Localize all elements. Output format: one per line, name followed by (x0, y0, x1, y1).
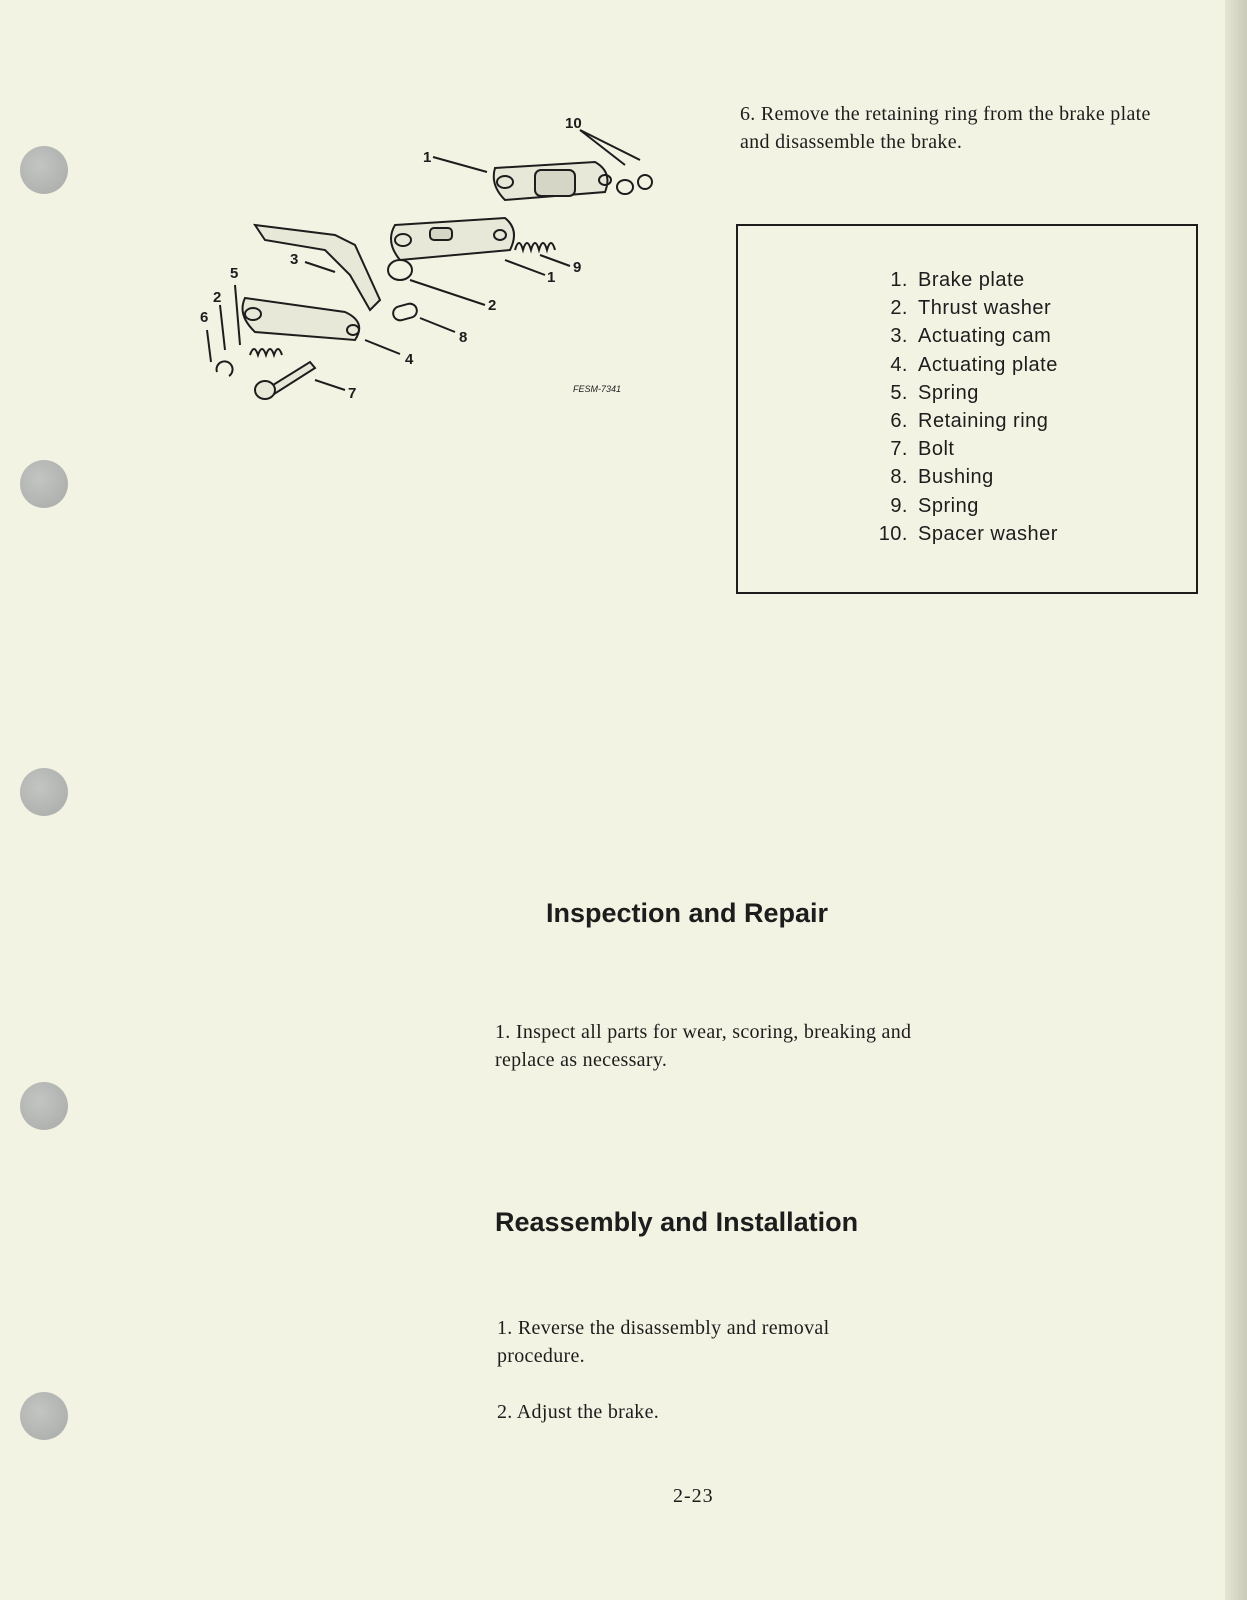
legend-item-label: Spacer washer (918, 522, 1058, 545)
callout-9: 9 (573, 259, 582, 276)
leader-line-7 (315, 380, 345, 390)
legend-item-number: 3. (890, 325, 908, 348)
legend-item (858, 435, 1058, 463)
brake-plate-mid-pin (430, 228, 452, 240)
legend-item (858, 463, 1058, 491)
leader-line-2-left (220, 305, 225, 350)
callout-1-mid: 1 (547, 269, 556, 286)
reassembly-heading: Reassembly and Installation (495, 1207, 859, 1237)
inspection-step-1: 1. Inspect all parts for wear, scoring, breaking and replace as necessary. (495, 1021, 912, 1071)
actuating-cam-shape (255, 225, 380, 310)
callout-7: 7 (348, 385, 357, 402)
legend-item-label: Thrust washer (918, 297, 1052, 320)
callout-5: 5 (230, 265, 239, 282)
parts-legend-list (858, 266, 1058, 548)
spring-coils (515, 243, 555, 250)
callout-10: 10 (565, 115, 582, 132)
legend-item-number: 1. (890, 269, 908, 291)
thrust-washer (388, 260, 412, 280)
callout-6: 6 (200, 309, 209, 326)
legend-item (858, 294, 1058, 322)
leader-line-10b (580, 130, 640, 160)
callout-8: 8 (459, 329, 468, 346)
callout-4: 4 (405, 351, 414, 368)
legend-item-label: Actuating cam (918, 325, 1052, 348)
leader-line-1-top (433, 157, 487, 172)
leader-line-4 (365, 340, 400, 354)
spring-coils (250, 349, 282, 355)
bushing (392, 302, 419, 322)
leader-line-3 (305, 262, 335, 272)
leader-line-8 (420, 318, 455, 332)
spacer-washer (638, 175, 652, 189)
retaining-ring (217, 361, 233, 376)
reassembly-step-1: 1. Reverse the disassembly and removal procedure. (497, 1317, 830, 1367)
legend-item-label: Spring (918, 494, 979, 517)
brake-exploded-view-figure (195, 100, 665, 420)
legend-item (858, 407, 1058, 435)
legend-item (858, 351, 1058, 379)
reassembly-step-2: 2. Adjust the brake. (497, 1401, 660, 1423)
punch-hole (20, 460, 68, 508)
legend-item-number: 5. (890, 381, 908, 404)
legend-item-number: 10. (878, 522, 908, 545)
actuating-plate-shape (243, 298, 360, 340)
spacer-washer (617, 180, 633, 194)
leader-line-6 (207, 330, 211, 362)
legend-item-label: Spring (918, 381, 979, 404)
legend-item (858, 266, 1058, 294)
legend-item-number: 7. (890, 438, 908, 461)
leader-line-5 (235, 285, 240, 345)
legend-item-label: Actuating plate (918, 353, 1058, 376)
legend-item-number: 6. (890, 410, 908, 433)
leader-line-1-mid (505, 260, 545, 275)
page-number: 2-23 (673, 1485, 714, 1507)
bolt-head (255, 381, 275, 399)
punch-hole (20, 768, 68, 816)
leader-line-2-right (410, 280, 485, 305)
legend-item-label: Brake plate (918, 269, 1025, 291)
page-edge (1225, 0, 1247, 1600)
legend-item-number: 9. (890, 494, 908, 517)
brake-plate-top-pad (535, 170, 575, 196)
legend-item-number: 8. (890, 466, 908, 489)
leader-line-10a (580, 130, 625, 165)
punch-hole (20, 1392, 68, 1440)
callout-3: 3 (290, 251, 299, 268)
legend-item (858, 520, 1058, 548)
legend-item-label: Bolt (918, 438, 955, 461)
legend-item (858, 322, 1058, 350)
legend-item-label: Bushing (918, 466, 994, 489)
punch-hole (20, 1082, 68, 1130)
inspection-heading: Inspection and Repair (546, 898, 829, 928)
legend-item-number: 4. (890, 353, 908, 376)
legend-item-label: Retaining ring (918, 410, 1049, 433)
callout-2-right: 2 (488, 297, 497, 314)
callout-1-top: 1 (423, 149, 432, 166)
leader-line-9 (540, 255, 570, 266)
legend-item-number: 2. (890, 297, 908, 320)
parts-legend-box (736, 224, 1198, 594)
figure-id-label: FESM-7341 (573, 384, 622, 394)
legend-item (858, 379, 1058, 407)
punch-hole (20, 146, 68, 194)
step-6-text: 6. Remove the retaining ring from the brake plate and disassemble the brake. (740, 103, 1151, 153)
brake-exploded-diagram (195, 100, 665, 420)
legend-item (858, 492, 1058, 520)
callout-2-left: 2 (213, 289, 222, 306)
